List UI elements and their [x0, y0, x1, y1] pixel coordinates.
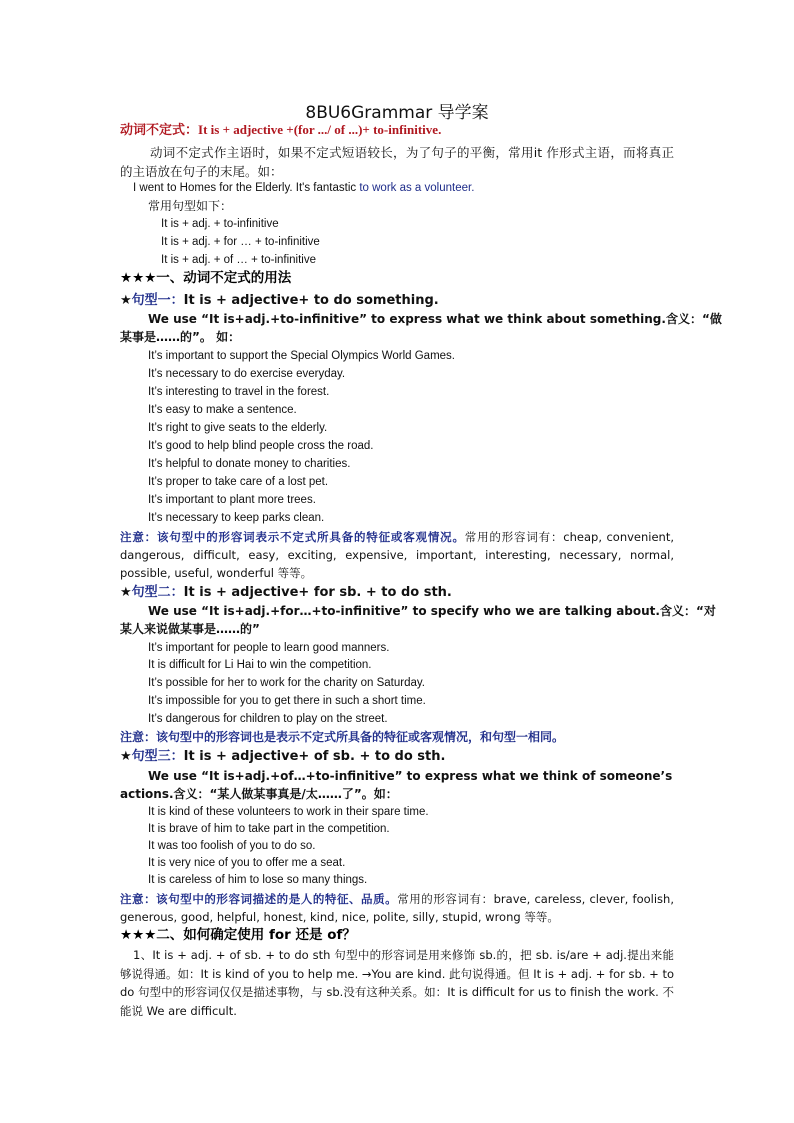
intro-paragraph: 动词不定式作主语时，如果不定式短语较长，为了句子的平衡，常用it 作形式主语，而将真正的主语放在句子的末尾。如：	[120, 145, 674, 179]
intro-example	[133, 180, 674, 197]
pattern1-desc: We use “It is+adj.+to-infinitive” to express what we think about something.含义：“做	[148, 312, 722, 326]
example-sentence: It’s necessary to keep parks clean.	[148, 512, 325, 524]
example-sentence: It was too foolish of you to do so.	[148, 840, 316, 852]
pattern1-note-rest: 常用的形容词有：cheap, convenient, dangerous, difficult, easy, exciting, expensive, important, interesting, necessary, normal, possible, useful, wonderful 等等。	[120, 530, 675, 580]
intro-heading	[120, 121, 674, 139]
star-icon: ★	[120, 585, 132, 600]
common-patterns-label: 常用句型如下：	[148, 199, 233, 213]
pattern3-heading	[120, 748, 674, 765]
example-sentence: It’s right to give seats to the elderly.	[148, 422, 328, 434]
section2-heading: ★★★二、如何确定使用 for 还是 of？	[120, 927, 356, 943]
intro-example-b: to work as a volunteer.	[359, 182, 475, 194]
pattern3-note-rest: 常用的形容词有：brave, careless, clever, foolish, generous, good, helpful, honest, kind, nice, polite, silly, stupid, wrong 等等。	[120, 892, 674, 924]
example-sentence: It is very nice of you to offer me a seat.	[148, 857, 346, 869]
example-sentence: It’s important to plant more trees.	[148, 494, 316, 506]
intro-heading-cn: 动词不定式：	[120, 123, 199, 138]
star-icon: ★	[120, 293, 132, 308]
pattern1-heading	[120, 292, 674, 309]
example-sentence: It’s interesting to travel in the forest.	[148, 386, 330, 398]
example-sentence: It’s helpful to donate money to charities.	[148, 458, 351, 470]
example-sentence: It is brave of him to take part in the competition.	[148, 823, 390, 835]
page-title: 8BU6Grammar 导学案	[305, 103, 489, 123]
pattern2-desc-cont: 某人来说做某事是……的”	[120, 622, 260, 636]
example-sentence: It’s important to support the Special Olympics World Games.	[148, 350, 456, 362]
example-sentence: It’s proper to take care of a lost pet.	[148, 476, 329, 488]
example-sentence: It’s dangerous for children to play on the street.	[148, 713, 388, 725]
example-sentence: It’s good to help blind people cross the road.	[148, 440, 374, 452]
pattern3-label: 句型三：	[131, 749, 184, 764]
common-pattern: It is + adj. + to-infinitive	[161, 218, 279, 230]
pattern1-label: 句型一：	[131, 293, 184, 308]
pattern1-desc-cont: 某事是……的”。 如：	[120, 330, 241, 344]
pattern1-note	[120, 528, 674, 582]
pattern3-desc: We use “It is+adj.+of…+to-infinitive” to express what we think of someone’s	[148, 769, 673, 783]
pattern2-note: 注意：该句型中的形容词也是表示不定式所具备的特征或客观情况，和句型一相同。	[120, 730, 565, 744]
pattern3-note-bold: 注意：该句型中的形容词描述的是人的特征、品质。	[120, 892, 398, 906]
common-pattern: It is + adj. + for … + to-infinitive	[161, 236, 320, 248]
example-sentence: It’s important for people to learn good manners.	[148, 642, 390, 654]
star-icon: ★	[120, 749, 132, 764]
example-sentence: It’s possible for her to work for the charity on Saturday.	[148, 677, 425, 689]
common-pattern: It is + adj. + of … + to-infinitive	[161, 254, 317, 266]
intro-heading-en: It is + adjective +(for .../ of ...)+ to-infinitive.	[198, 122, 442, 137]
pattern2-desc: We use “It is+adj.+for…+to-infinitive” to specify who we are talking about.含义：“对	[148, 604, 716, 618]
pattern2-rule: It is + adjective+ for sb. + to do sth.	[183, 585, 452, 600]
example-sentence: It’s impossible for you to get there in such a short time.	[148, 695, 426, 707]
example-sentence: It is kind of these volunteers to work in their spare time.	[148, 806, 429, 818]
pattern2-label: 句型二：	[131, 585, 184, 600]
example-sentence: It is careless of him to lose so many things.	[148, 874, 368, 886]
pattern1-rule: It is + adjective+ to do something.	[183, 293, 439, 308]
pattern3-rule: It is + adjective+ of sb. + to do sth.	[183, 749, 446, 764]
intro-example-a: I went to Homes for the Elderly. It's fantastic	[133, 182, 360, 194]
pattern1-note-bold: 注意：该句型中的形容词表示不定式所具备的特征或客观情况。	[120, 530, 465, 544]
section1-heading: ★★★一、动词不定式的用法	[120, 270, 292, 286]
pattern3-note	[120, 890, 674, 926]
example-sentence: It is difficult for Li Hai to win the competition.	[148, 659, 372, 671]
section2-paragraph: 1、It is + adj. + of sb. + to do sth 句型中的形容词是用来修饰 sb.的，把 sb. is/are + adj.提出来能够说得通。如：It is kind of you to help me. →You are kind. 此句说得通。但 It is + adj. + for sb. + to do 句型中的形容词仅仅是描述事物，与 sb.没有这种关系。如：It is difficult for us to finish the work. 不能说 We are difficult.	[120, 948, 674, 1018]
example-sentence: It’s necessary to do exercise everyday.	[148, 368, 346, 380]
pattern3-desc-cont: actions.含义：“某人做某事真是/太……了”。如：	[120, 787, 398, 801]
pattern2-heading	[120, 584, 674, 601]
example-sentence: It’s easy to make a sentence.	[148, 404, 297, 416]
